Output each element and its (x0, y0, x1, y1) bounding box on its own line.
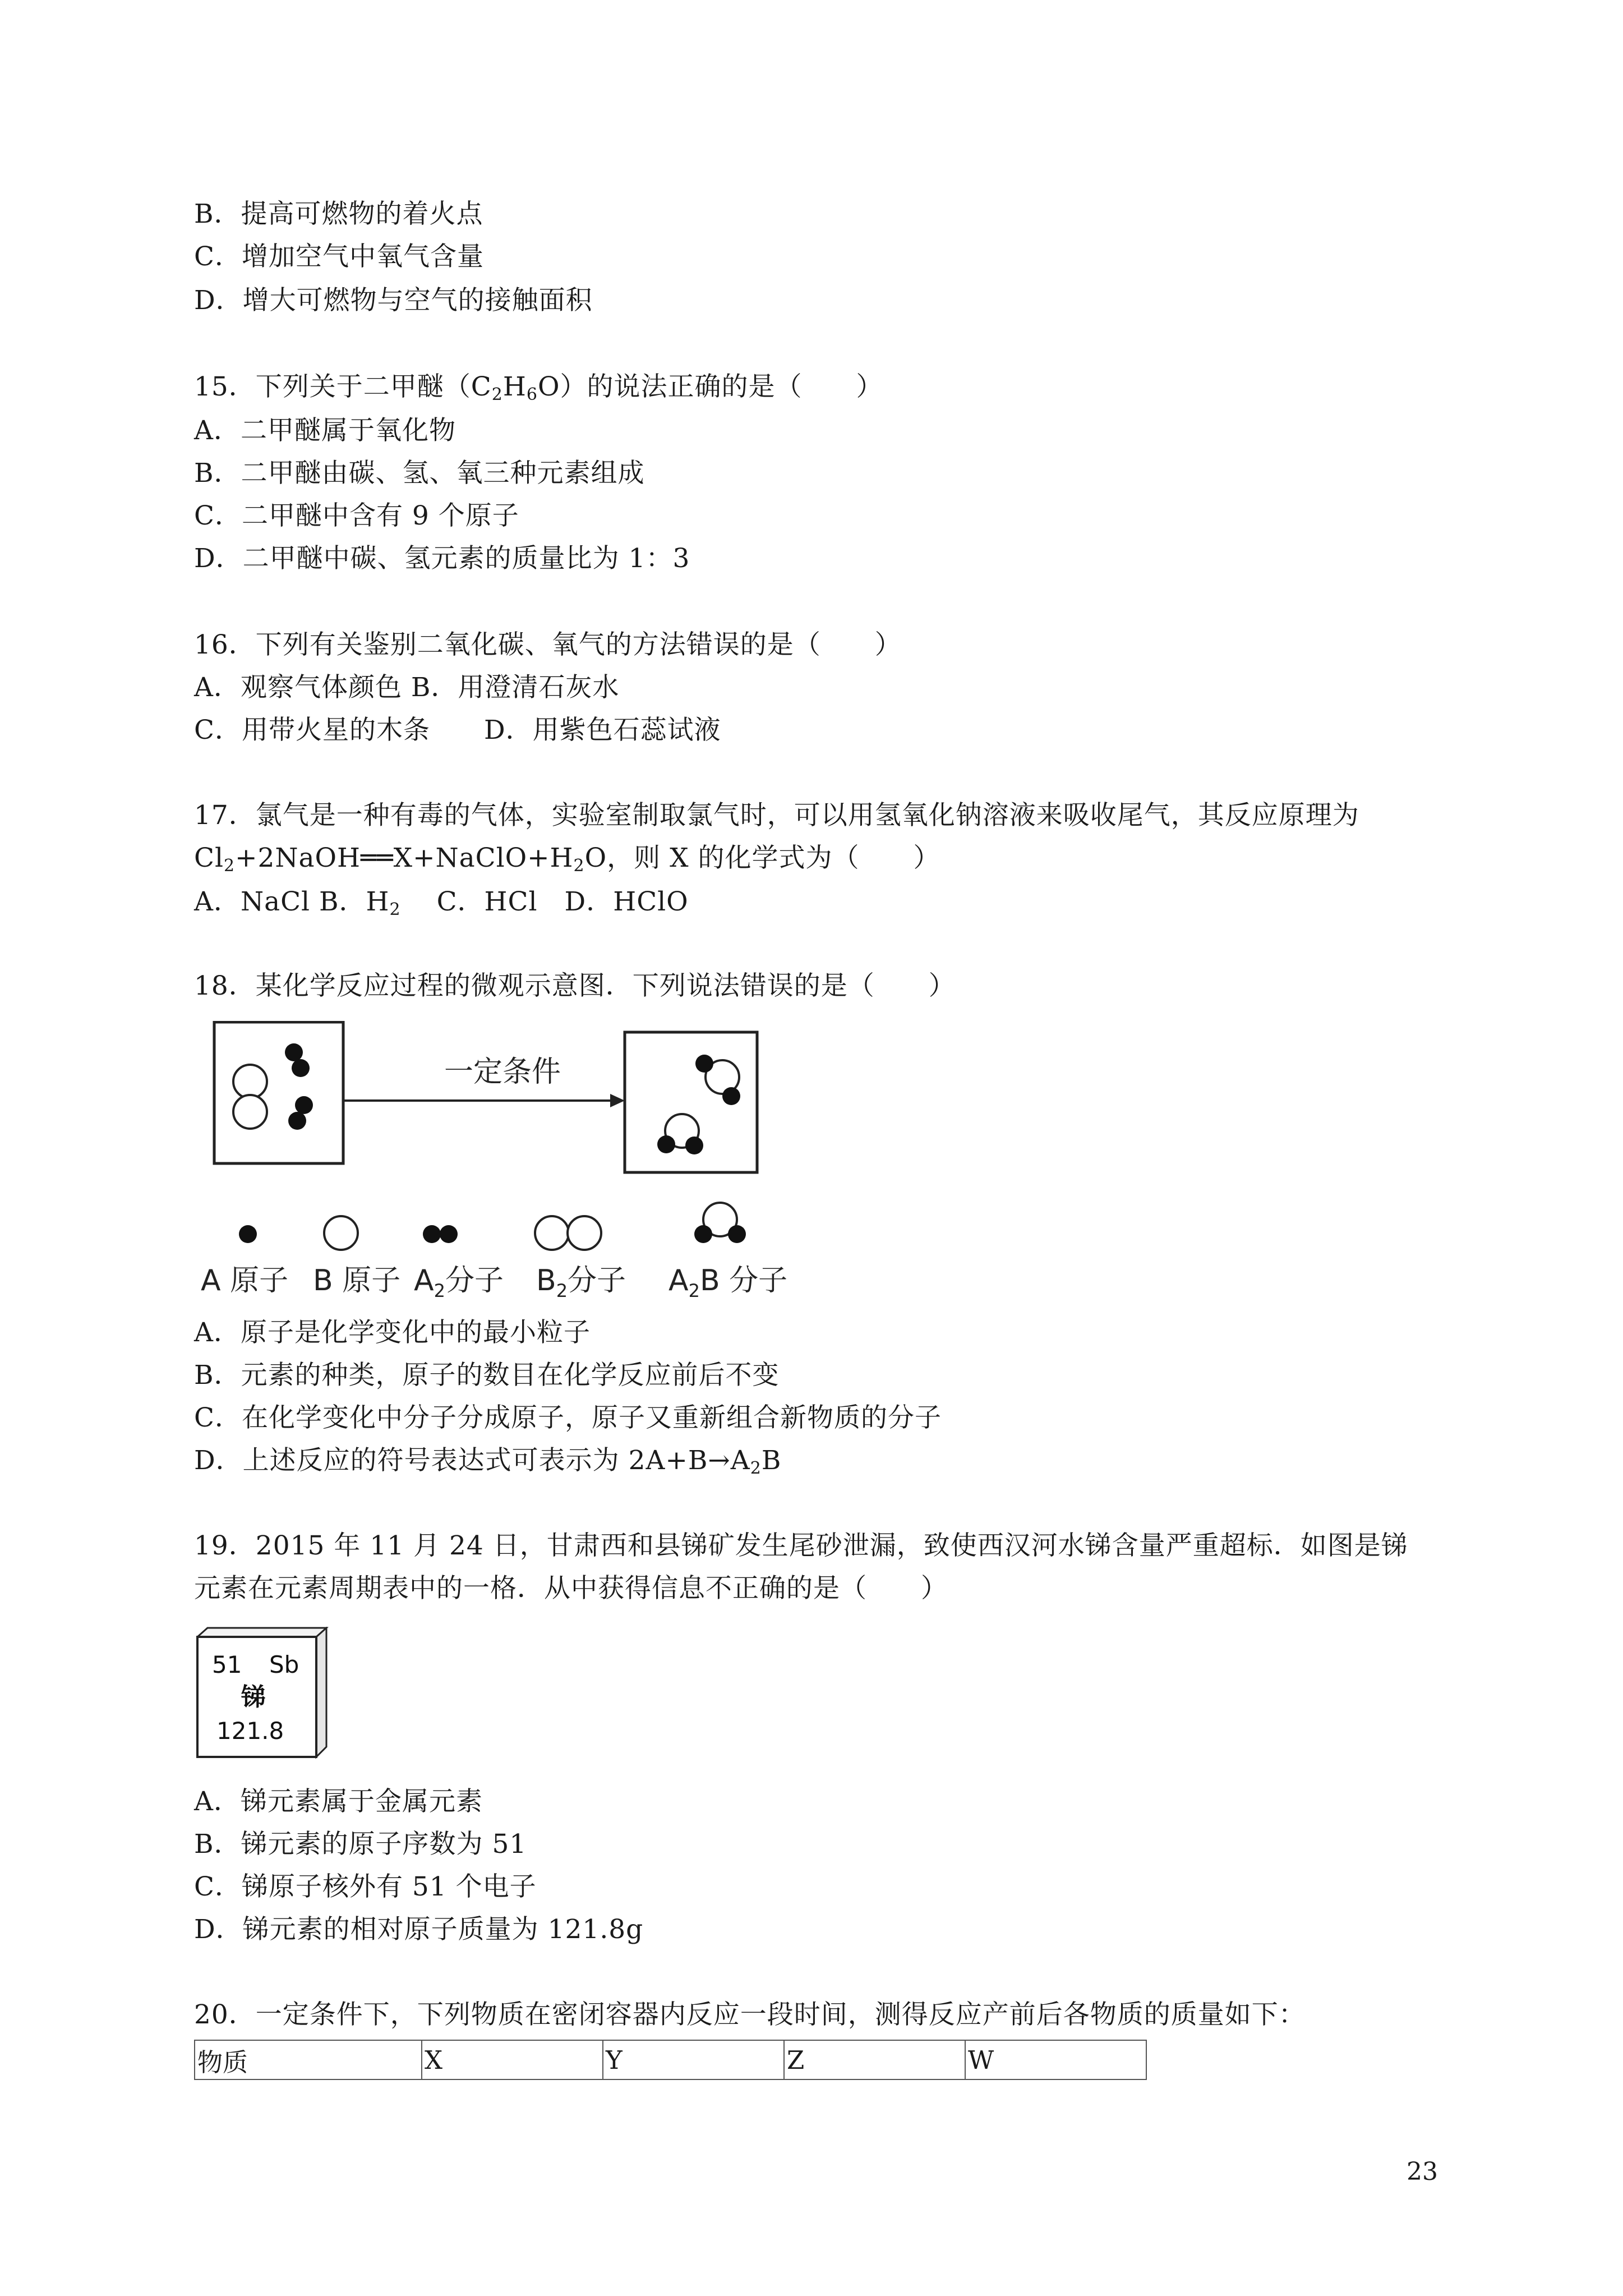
legend-b-atom-icon (324, 1216, 358, 1250)
q20-stem: 20．一定条件下，下列物质在密闭容器内反应一段时间，测得反应产前后各物质的质量如下： (194, 1999, 1306, 2030)
q18-stem: 18．某化学反应过程的微观示意图．下列说法错误的是（ ） (194, 970, 956, 1001)
a2b-molecule-a-atom (695, 1055, 713, 1073)
a2-molecule-atom (288, 1112, 306, 1130)
q19-option-a: A．锑元素属于金属元素 (194, 1786, 483, 1817)
q16-stem: 16．下列有关鉴别二氧化碳、氧气的方法错误的是（ ） (194, 629, 902, 660)
table-row (195, 2040, 1146, 2079)
a2b-molecule-a-atom (722, 1087, 740, 1105)
q16-options-cd: C．用带火星的木条 D．用紫色石蕊试液 (194, 715, 721, 746)
q15-option-d: D．二甲醚中碳、氢元素的质量比为 1：3 (194, 543, 690, 574)
q18-option-d: D．上述反应的符号表达式可表示为 $2A+B\to A_2B$ (194, 1445, 782, 1478)
table-header-cell: X (422, 2040, 603, 2079)
table-header-cell: 物质 (195, 2040, 422, 2079)
arrow-label: 一定条件 (444, 1055, 561, 1089)
q19-option-c: C．锑原子核外有 51 个电子 (194, 1871, 537, 1902)
legend-a2b-molecule-icon (694, 1225, 712, 1243)
q19-option-b: B．锑元素的原子序数为 51 (194, 1829, 527, 1860)
q17-options: A．NaCl B．$H_2$ C．HCl D．HClO (194, 886, 689, 919)
element-name: 锑 (241, 1683, 266, 1711)
legend-a2b-molecule-icon (728, 1225, 746, 1243)
page-number: 23 (1407, 2157, 1438, 2186)
a2b-molecule-a-atom (657, 1135, 675, 1153)
q16-options-ab: A．观察气体颜色 B．用澄清石灰水 (194, 672, 620, 703)
q15-option-c: C．二甲醚中含有 9 个原子 (194, 500, 519, 531)
q17-equation: $Cl_2+2NaOH══X+NaClO+H_2O$，则 X 的化学式为（ ） (194, 843, 940, 876)
q15-option-b: B．二甲醚由碳、氢、氧三种元素组成 (194, 458, 645, 489)
b2-molecule-atom (233, 1065, 267, 1098)
periodic-table-cell (196, 1627, 331, 1761)
legend-b2-molecule-label: $B_2$分子 (536, 1264, 626, 1301)
q15-option-a: A．二甲醚属于氧化物 (194, 415, 456, 446)
reaction-arrowhead (610, 1094, 625, 1107)
mass-table (194, 2040, 1147, 2080)
legend-b2-molecule-icon (535, 1216, 569, 1250)
q18-option-c: C．在化学变化中分子分成原子，原子又重新组合新物质的分子 (194, 1402, 942, 1433)
q19-stem-line1: 19．2015 年 11 月 24 日，甘肃西和县锑矿发生尾砂泄漏，致使西汉河水锑含量严重超标．如图是锑 (194, 1530, 1408, 1561)
q19-option-d: D．锑元素的相对原子质量为 121.8g (194, 1914, 644, 1945)
element-number: 51 (212, 1651, 242, 1678)
table-header-cell: Z (784, 2040, 965, 2079)
a2-molecule-atom (285, 1043, 303, 1061)
q14-option-d: D．增大可燃物与空气的接触面积 (194, 285, 593, 316)
legend-a2-molecule-icon (440, 1225, 458, 1243)
b2-molecule-atom (233, 1095, 267, 1129)
q17-stem: 17．氯气是一种有毒的气体，实验室制取氯气时，可以用氢氧化钠溶液来吸收尾气，其反应原理为 (194, 800, 1359, 831)
q18-option-b: B．元素的种类，原子的数目在化学反应前后不变 (194, 1360, 780, 1391)
a2-molecule-atom (295, 1096, 313, 1114)
legend-b2-molecule-icon (568, 1216, 601, 1250)
legend-a2-molecule-label: $A_2$分子 (414, 1264, 504, 1301)
q14-option-b: B．提高可燃物的着火点 (194, 199, 483, 229)
element-mass: 121.8 (216, 1717, 284, 1745)
q15-stem: 15．下列关于二甲醚$(C_2H_6O)$的说法正确的是（ ） (194, 371, 883, 404)
element-symbol: Sb (269, 1651, 299, 1678)
q19-stem-line2: 元素在元素周期表中的一格．从中获得信息不正确的是（ ） (194, 1573, 948, 1604)
q14-option-c: C．增加空气中氧气含量 (194, 241, 484, 272)
reaction-diagram (194, 1021, 901, 1313)
a2b-molecule-a-atom (685, 1137, 703, 1154)
legend-a-atom-label: A 原子 (201, 1264, 289, 1297)
legend-a-atom-icon (239, 1225, 257, 1243)
legend-a2b-molecule-label: $A_2B$ 分子 (668, 1264, 788, 1301)
before-box (214, 1022, 343, 1163)
legend-a2-molecule-icon (423, 1225, 441, 1243)
q18-option-a: A．原子是化学变化中的最小粒子 (194, 1317, 591, 1348)
table-header-cell: W (965, 2040, 1146, 2079)
a2-molecule-atom (292, 1059, 310, 1077)
legend-b-atom-label: B 原子 (313, 1264, 401, 1297)
table-header-cell: Y (603, 2040, 784, 2079)
